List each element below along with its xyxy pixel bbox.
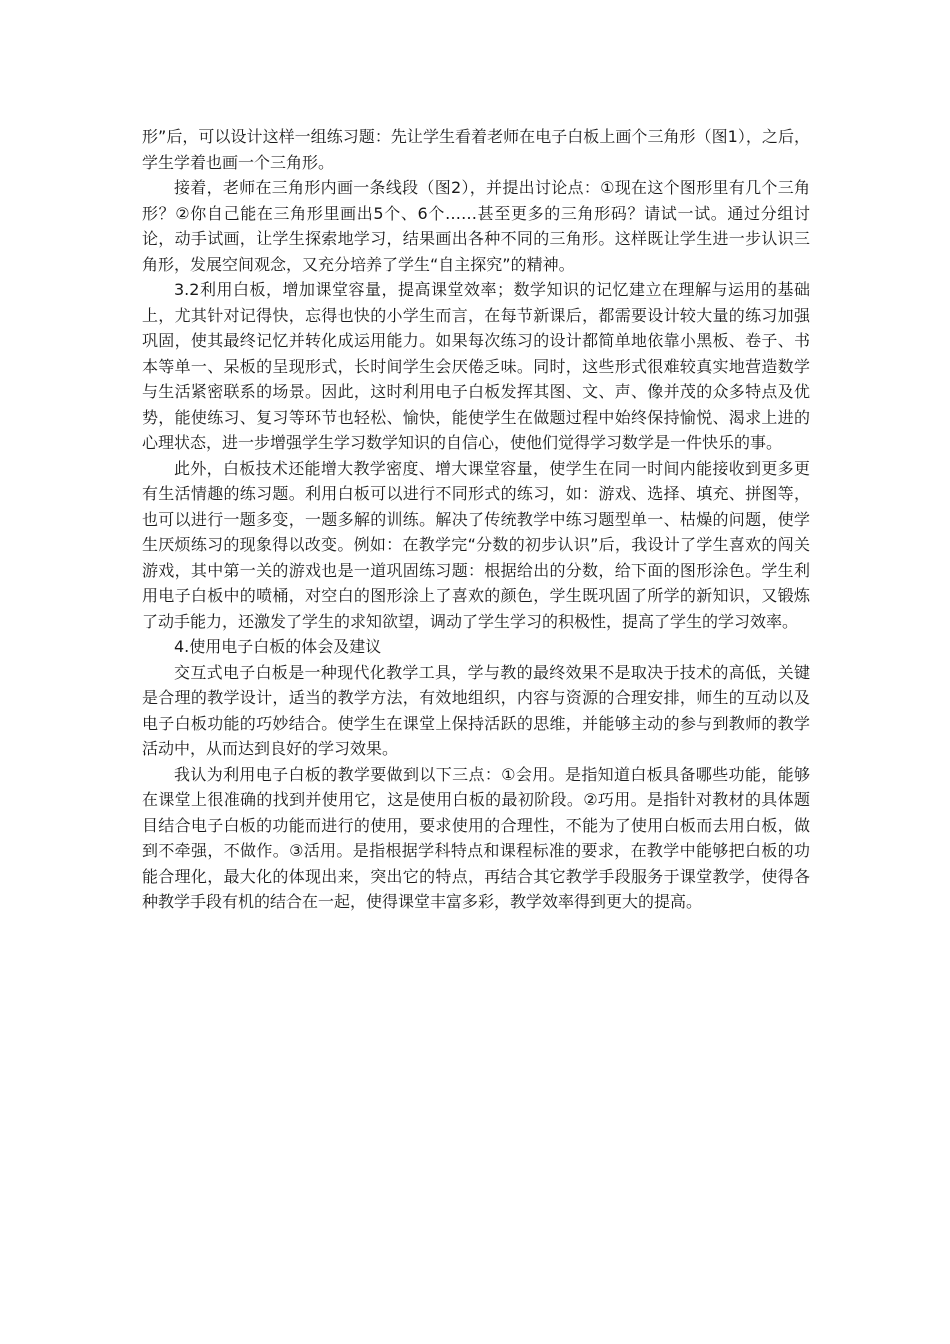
paragraph-section-3-2: 3.2利用白板，增加课堂容量，提高课堂效率；数学知识的记忆建立在理解与运用的基础上，尤其针对记得快，忘得也快的小学生而言，在每节新课后，都需要设计较大量的练习加强巩固，使其最终记忆并转化成运用能力。如果每次练习的设计都简单地依靠小黑板、卷子、书本等单一、呆板的呈现形式，长时间学生会厌倦乏味。同时，这些形式很难较真实地营造数学与生活紧密联系的场景。因此，这时利用电子白板发挥其图、文、声、像并茂的众多特点及优势，能使练习、复习等环节也轻松、愉快，能使学生在做题过程中始终保持愉悦、渴求上进的心理状态，进一步增强学生学习数学知识的自信心，使他们觉得学习数学是一件快乐的事。 [142,280,810,452]
document-body [142,124,810,915]
paragraph-interactive-whiteboard: 交互式电子白板是一种现代化教学工具，学与教的最终效果不是取决于技术的高低，关键是合理的教学设计，适当的教学方法，有效地组织，内容与资源的合理安排，师生的互动以及电子白板功能的巧妙结合。使学生在课堂上保持活跃的思维，并能够主动的参与到教师的教学活动中，从而达到良好的学习效果。 [142,662,810,758]
paragraph-additional: 此外，白板技术还能增大教学密度、增大课堂容量，使学生在同一时间内能接收到更多更有生活情趣的练习题。利用白板可以进行不同形式的练习，如：游戏、选择、填充、拼图等，也可以进行一题多变，一题多解的训练。解决了传统教学中练习题型单一、枯燥的问题，使学生厌烦练习的现象得以改变。例如：在教学完“分数的初步认识”后，我设计了学生喜欢的闯关游戏，其中第一关的游戏也是一道巩固练习题：根据给出的分数，给下面的图形涂色。学生利用电子白板中的喷桶，对空白的图形涂上了喜欢的颜色，学生既巩固了所学的新知识，又锻炼了动手能力，还激发了学生的求知欲望，调动了学生学习的积极性，提高了学生的学习效率。 [142,458,810,631]
section-heading-4: 4.使用电子白板的体会及建议 [174,637,382,656]
paragraph-discussion: 接着，老师在三角形内画一条线段（图2），并提出讨论点：①现在这个图形里有几个三角形？②你自己能在三角形里画出5个、6个……甚至更多的三角形码？请试一试。通过分组讨论，动手试画，让学生探索地学习，结果画出各种不同的三角形。这样既让学生进一步认识三角形，发展空间观念，又充分培养了学生“自主探究”的精神。 [142,178,810,274]
paragraph-three-points: 我认为利用电子白板的教学要做到以下三点：①会用。是指知道白板具备哪些功能，能够在课堂上很准确的找到并使用它，这是使用白板的最初阶段。②巧用。是指针对教材的具体题目结合电子白板的功能而进行的使用，要求使用的合理性，不能为了使用白板而去用白板，做到不牵强，不做作。③活用。是指根据学科特点和课程标准的要求，在教学中能够把白板的功能合理化，最大化的体现出来，突出它的特点，再结合其它教学手段服务于课堂教学，使得各种教学手段有机的结合在一起，使得课堂丰富多彩，教学效率得到更大的提高。 [142,764,810,911]
paragraph-continuation: 形”后，可以设计这样一组练习题：先让学生看着老师在电子白板上画个三角形（图1），之后，学生学着也画一个三角形。 [142,127,810,172]
